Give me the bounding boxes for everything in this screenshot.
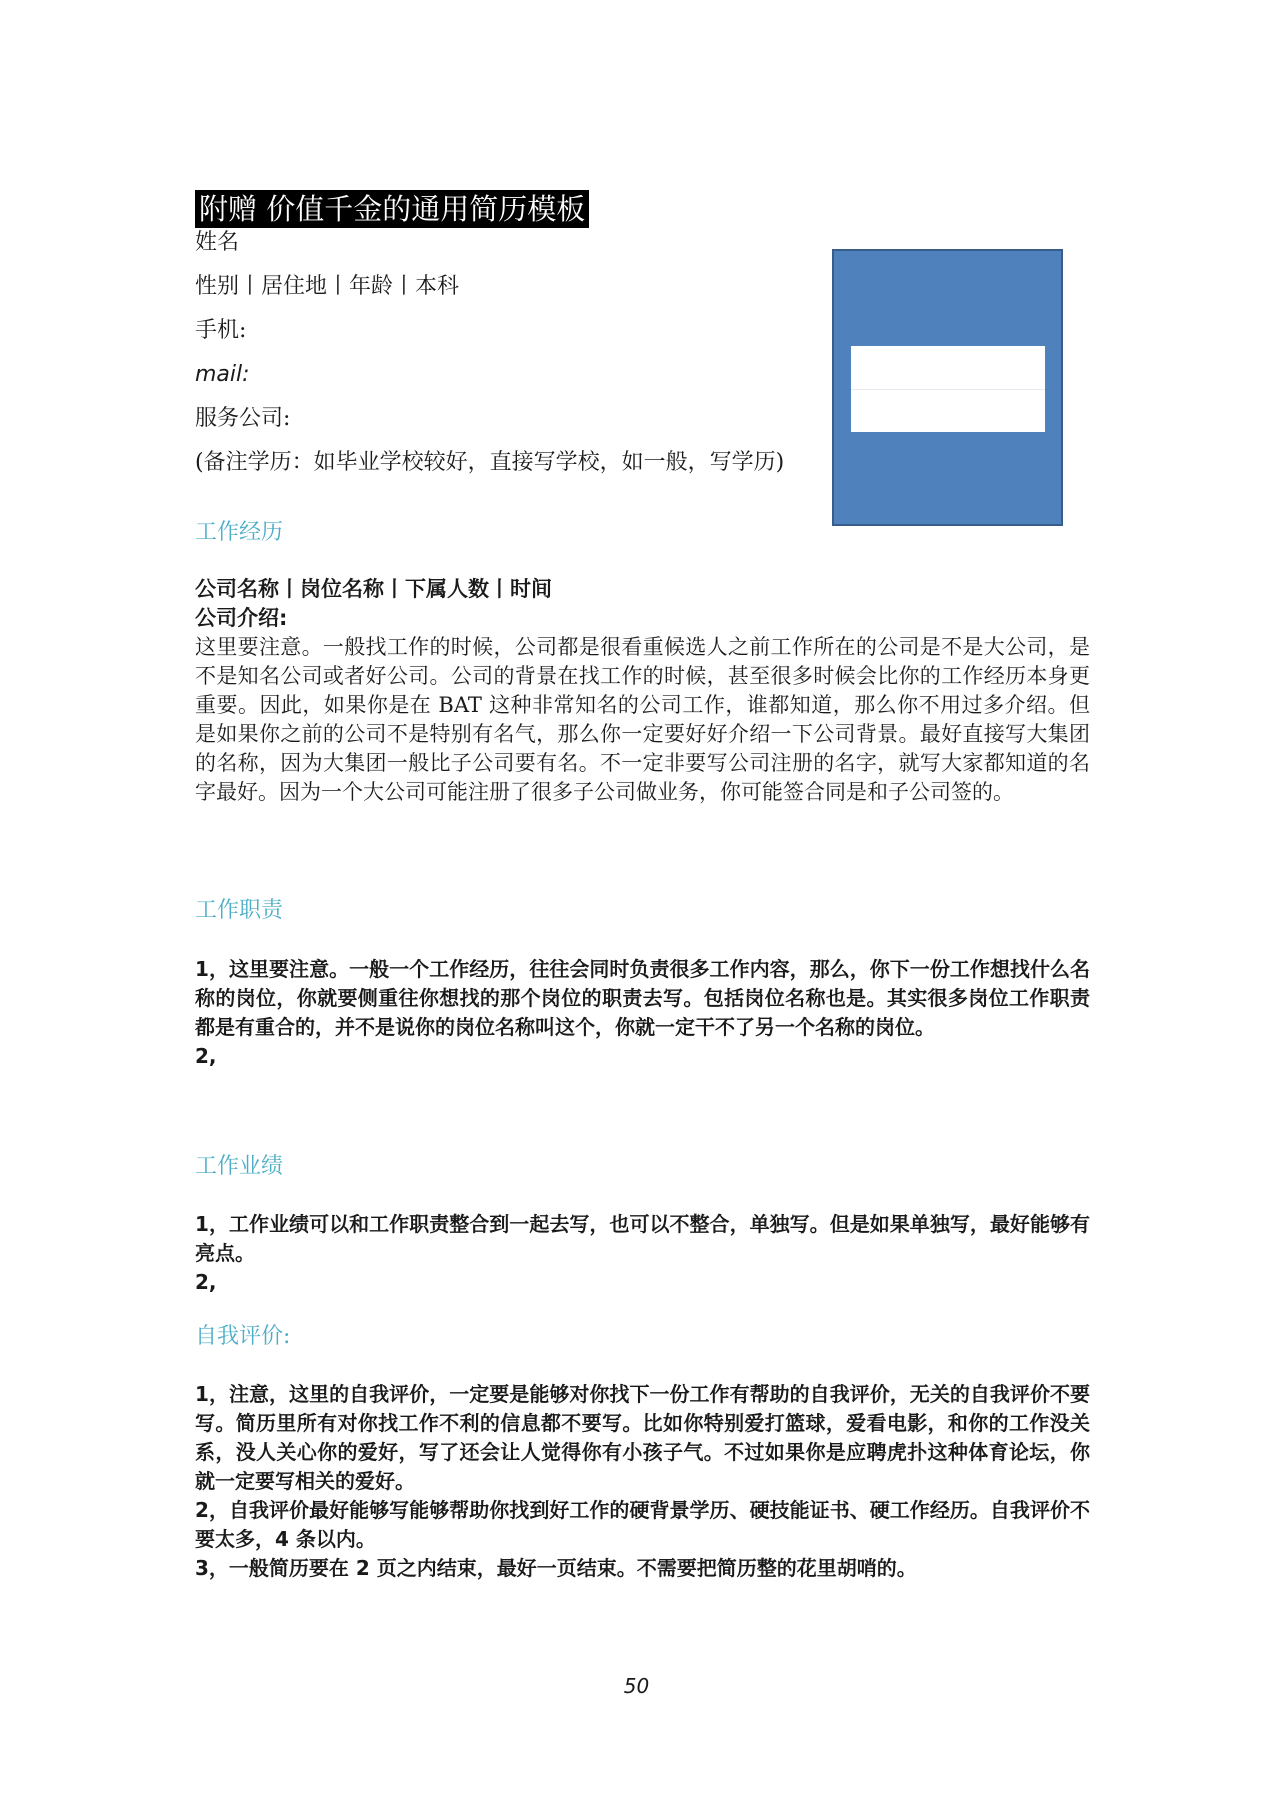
page-number: 50	[623, 1674, 650, 1698]
company-intro-label: 公司介绍:	[195, 606, 288, 630]
list-item: 3，一般简历要在 2 页之内结束，最好一页结束。不需要把简历整的花里胡哨的。	[195, 1556, 917, 1580]
list-item: 2，自我评价最好能够写能够帮助你找到好工作的硬背景学历、硬技能证书、硬工作经历。自我评价不要太多，4 条以内。	[195, 1498, 1090, 1551]
work-experience-heading: 工作经历	[195, 520, 284, 545]
list-item: 1，这里要注意。一般一个工作经历，往往会同时负责很多工作内容，那么，你下一份工作想找什么名称的岗位，你就要侧重往你想找的那个岗位的职责去写。包括岗位名称也是。其实很多岗位工作职责都是有重合的，并不是说你的岗位名称叫这个，你就一定干不了另一个名称的岗位。	[195, 957, 1090, 1039]
mail-field: mail:	[195, 362, 250, 387]
list-item: 1，工作业绩可以和工作职责整合到一起去写，也可以不整合，单独写。但是如果单独写，最好能够有亮点。	[195, 1212, 1090, 1265]
list-item: 2,	[195, 1270, 217, 1294]
photo-placeholder-divider	[851, 389, 1045, 390]
achievements-list	[195, 1210, 1090, 1297]
responsibilities-list	[195, 955, 1090, 1071]
company-intro-paragraph: 这里要注意。一般找工作的时候，公司都是很看重候选人之前工作所在的公司是不是大公司，是不是知名公司或者好公司。公司的背景在找工作的时候，甚至很多时候会比你的工作经历本身更重要。因此，如果你是在 BAT 这种非常知名的公司工作，谁都知道，那么你不用过多介绍。但是如果你之前的公司不是特别有名气，那么你一定要好好介绍一下公司背景。最好直接写大集团的名称，因为大集团一般比子公司要有名。不一定非要写公司注册的名字，就写大家都知道的名字最好。因为一个大公司可能注册了很多子公司做业务，你可能签合同是和子公司签的。	[195, 635, 1090, 804]
self-evaluation-heading: 自我评价:	[195, 1324, 291, 1349]
list-item: 1，注意，这里的自我评价，一定要是能够对你找下一份工作有帮助的自我评价，无关的自我评价不要写。简历里所有对你找工作不利的信息都不要写。比如你特别爱打篮球，爱看电影，和你的工作没关系，没人关心你的爱好，写了还会让人觉得你有小孩子气。不过如果你是应聘虎扑这种体育论坛，你就一定要写相关的爱好。	[195, 1382, 1090, 1493]
name-field: 姓名	[195, 230, 240, 255]
photo-placeholder-inner-box	[851, 346, 1045, 432]
responsibilities-heading: 工作职责	[195, 898, 284, 923]
list-item: 2,	[195, 1044, 217, 1068]
education-note: (备注学历：如毕业学校较好，直接写学校，如一般，写学历)	[195, 450, 785, 475]
page-title: 附赠 价值千金的通用简历模板	[195, 190, 589, 228]
work-experience-fields: 公司名称丨岗位名称丨下属人数丨时间	[195, 577, 552, 601]
company-field: 服务公司:	[195, 406, 291, 431]
achievements-heading: 工作业绩	[195, 1154, 284, 1179]
phone-field: 手机:	[195, 318, 247, 343]
basic-info-line: 性别丨居住地丨年龄丨本科	[195, 274, 460, 299]
photo-placeholder	[832, 249, 1063, 526]
self-evaluation-list	[195, 1380, 1090, 1583]
